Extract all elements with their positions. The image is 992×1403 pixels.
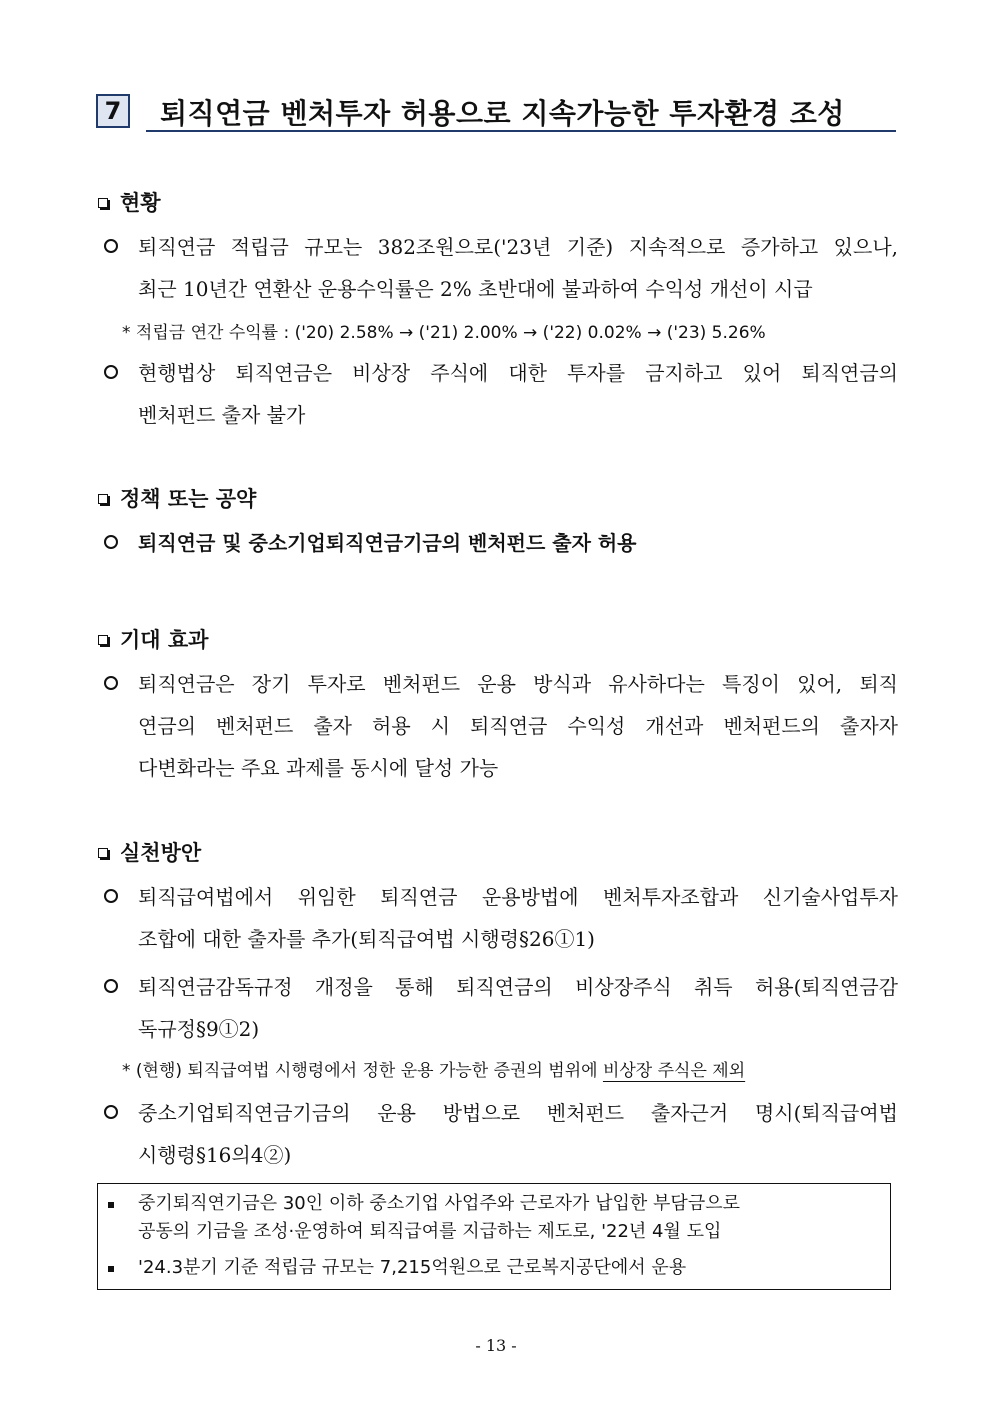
checkbox-square-icon: [98, 494, 108, 504]
info-item-2-text: '24.3분기 기준 적립금 규모는 7,215억원으로 근로복지공단에서 운용: [138, 1257, 687, 1278]
effect-line-1: 퇴직연금은 장기 투자로 벤처펀드 운용 방식과 유사하다는 특징이 있어, 퇴직: [138, 672, 898, 696]
plan-note-prefix: * (현행) 퇴직급여법 시행령에서 정한 운용 가능한 증권의 범위에: [122, 1061, 603, 1081]
heading-current-label: 현황: [120, 191, 161, 215]
current-bullet-2: [104, 352, 899, 436]
checkbox-square-icon: [98, 848, 108, 858]
circle-bullet-icon: [104, 676, 118, 690]
plan-note: [122, 1056, 745, 1081]
plan-bullet-2-line-1: 퇴직연금감독규정 개정을 통해 퇴직연금의 비상장주식 취득 허용(퇴직연금감: [138, 975, 898, 999]
heading-plan: [98, 837, 201, 867]
current-bullet-2-line-1: 현행법상 퇴직연금은 비상장 주식에 대한 투자를 금지하고 있어 퇴직연금의: [138, 361, 898, 385]
policy-bullet-1: [104, 522, 899, 564]
plan-bullet-2: [104, 966, 899, 1050]
effect-line-3: 다변화라는 주요 과제를 동시에 달성 가능: [138, 756, 499, 780]
circle-bullet-icon: [104, 365, 118, 379]
checkbox-square-icon: [98, 635, 108, 645]
effect-line-2: 연금의 벤처펀드 출자 허용 시 퇴직연금 수익성 개선과 벤처펀드의 출자자: [138, 714, 898, 738]
title-underline: [146, 130, 896, 132]
square-bullet-icon: [108, 1266, 114, 1272]
square-bullet-icon: [108, 1202, 114, 1208]
section-number-badge: 7: [96, 94, 130, 128]
current-bullet-1-line-1: 퇴직연금 적립금 규모는 382조원으로('23년 기준) 지속적으로 증가하고 있으나,: [138, 235, 898, 259]
circle-bullet-icon: [104, 535, 118, 549]
info-item-1-line-2: 공동의 기금을 조성·운영하여 퇴직급여를 지급하는 제도로, '22년 4월 도입: [138, 1221, 722, 1242]
info-box: [97, 1183, 891, 1290]
plan-bullet-2-line-2: 독규정§9①2): [138, 1017, 260, 1041]
current-bullet-1-line-2: 최근 10년간 연환산 운용수익률은 2% 초반대에 불과하여 수익성 개선이 시급: [138, 277, 813, 301]
current-note: * 적립금 연간 수익률 : ('20) 2.58% → ('21) 2.00% → ('22) 0.02% → ('23) 5.26%: [122, 323, 766, 343]
circle-bullet-icon: [104, 239, 118, 253]
circle-bullet-icon: [104, 979, 118, 993]
current-bullet-2-line-2: 벤처펀드 출자 불가: [138, 403, 306, 427]
plan-bullet-1: [104, 876, 899, 960]
circle-bullet-icon: [104, 1105, 118, 1119]
plan-bullet-1-line-2: 조합에 대한 출자를 추가(퇴직급여법 시행령§26①1): [138, 927, 595, 951]
page-number: - 13 -: [475, 1336, 517, 1355]
heading-effect: [98, 624, 208, 654]
circle-bullet-icon: [104, 889, 118, 903]
info-item-1-line-1: 중기퇴직연기금은 30인 이하 중소기업 사업주와 근로자가 납입한 부담금으로: [138, 1193, 740, 1214]
heading-current: [98, 187, 161, 217]
current-bullet-1: [104, 226, 899, 310]
plan-bullet-3-line-1: 중소기업퇴직연금기금의 운용 방법으로 벤처펀드 출자근거 명시(퇴직급여법: [138, 1101, 898, 1125]
section-title: [96, 92, 896, 134]
plan-bullet-1-line-1: 퇴직급여법에서 위임한 퇴직연금 운용방법에 벤처투자조합과 신기술사업투자: [138, 885, 898, 909]
plan-bullet-3-line-2: 시행령§16의4②): [138, 1143, 292, 1167]
effect-bullet-1: [104, 663, 899, 789]
heading-plan-label: 실천방안: [120, 841, 202, 865]
checkbox-square-icon: [98, 198, 108, 208]
policy-bullet-1-text: 퇴직연금 및 중소기업퇴직연금기금의 벤처펀드 출자 허용: [138, 531, 637, 555]
plan-bullet-3: [104, 1092, 899, 1176]
plan-note-underlined: 비상장 주식은 제외: [602, 1061, 746, 1081]
heading-effect-label: 기대 효과: [120, 628, 209, 652]
page-title: 퇴직연금 벤처투자 허용으로 지속가능한 투자환경 조성: [160, 97, 845, 130]
heading-policy-label: 정책 또는 공약: [120, 487, 257, 511]
heading-policy: [98, 483, 256, 513]
